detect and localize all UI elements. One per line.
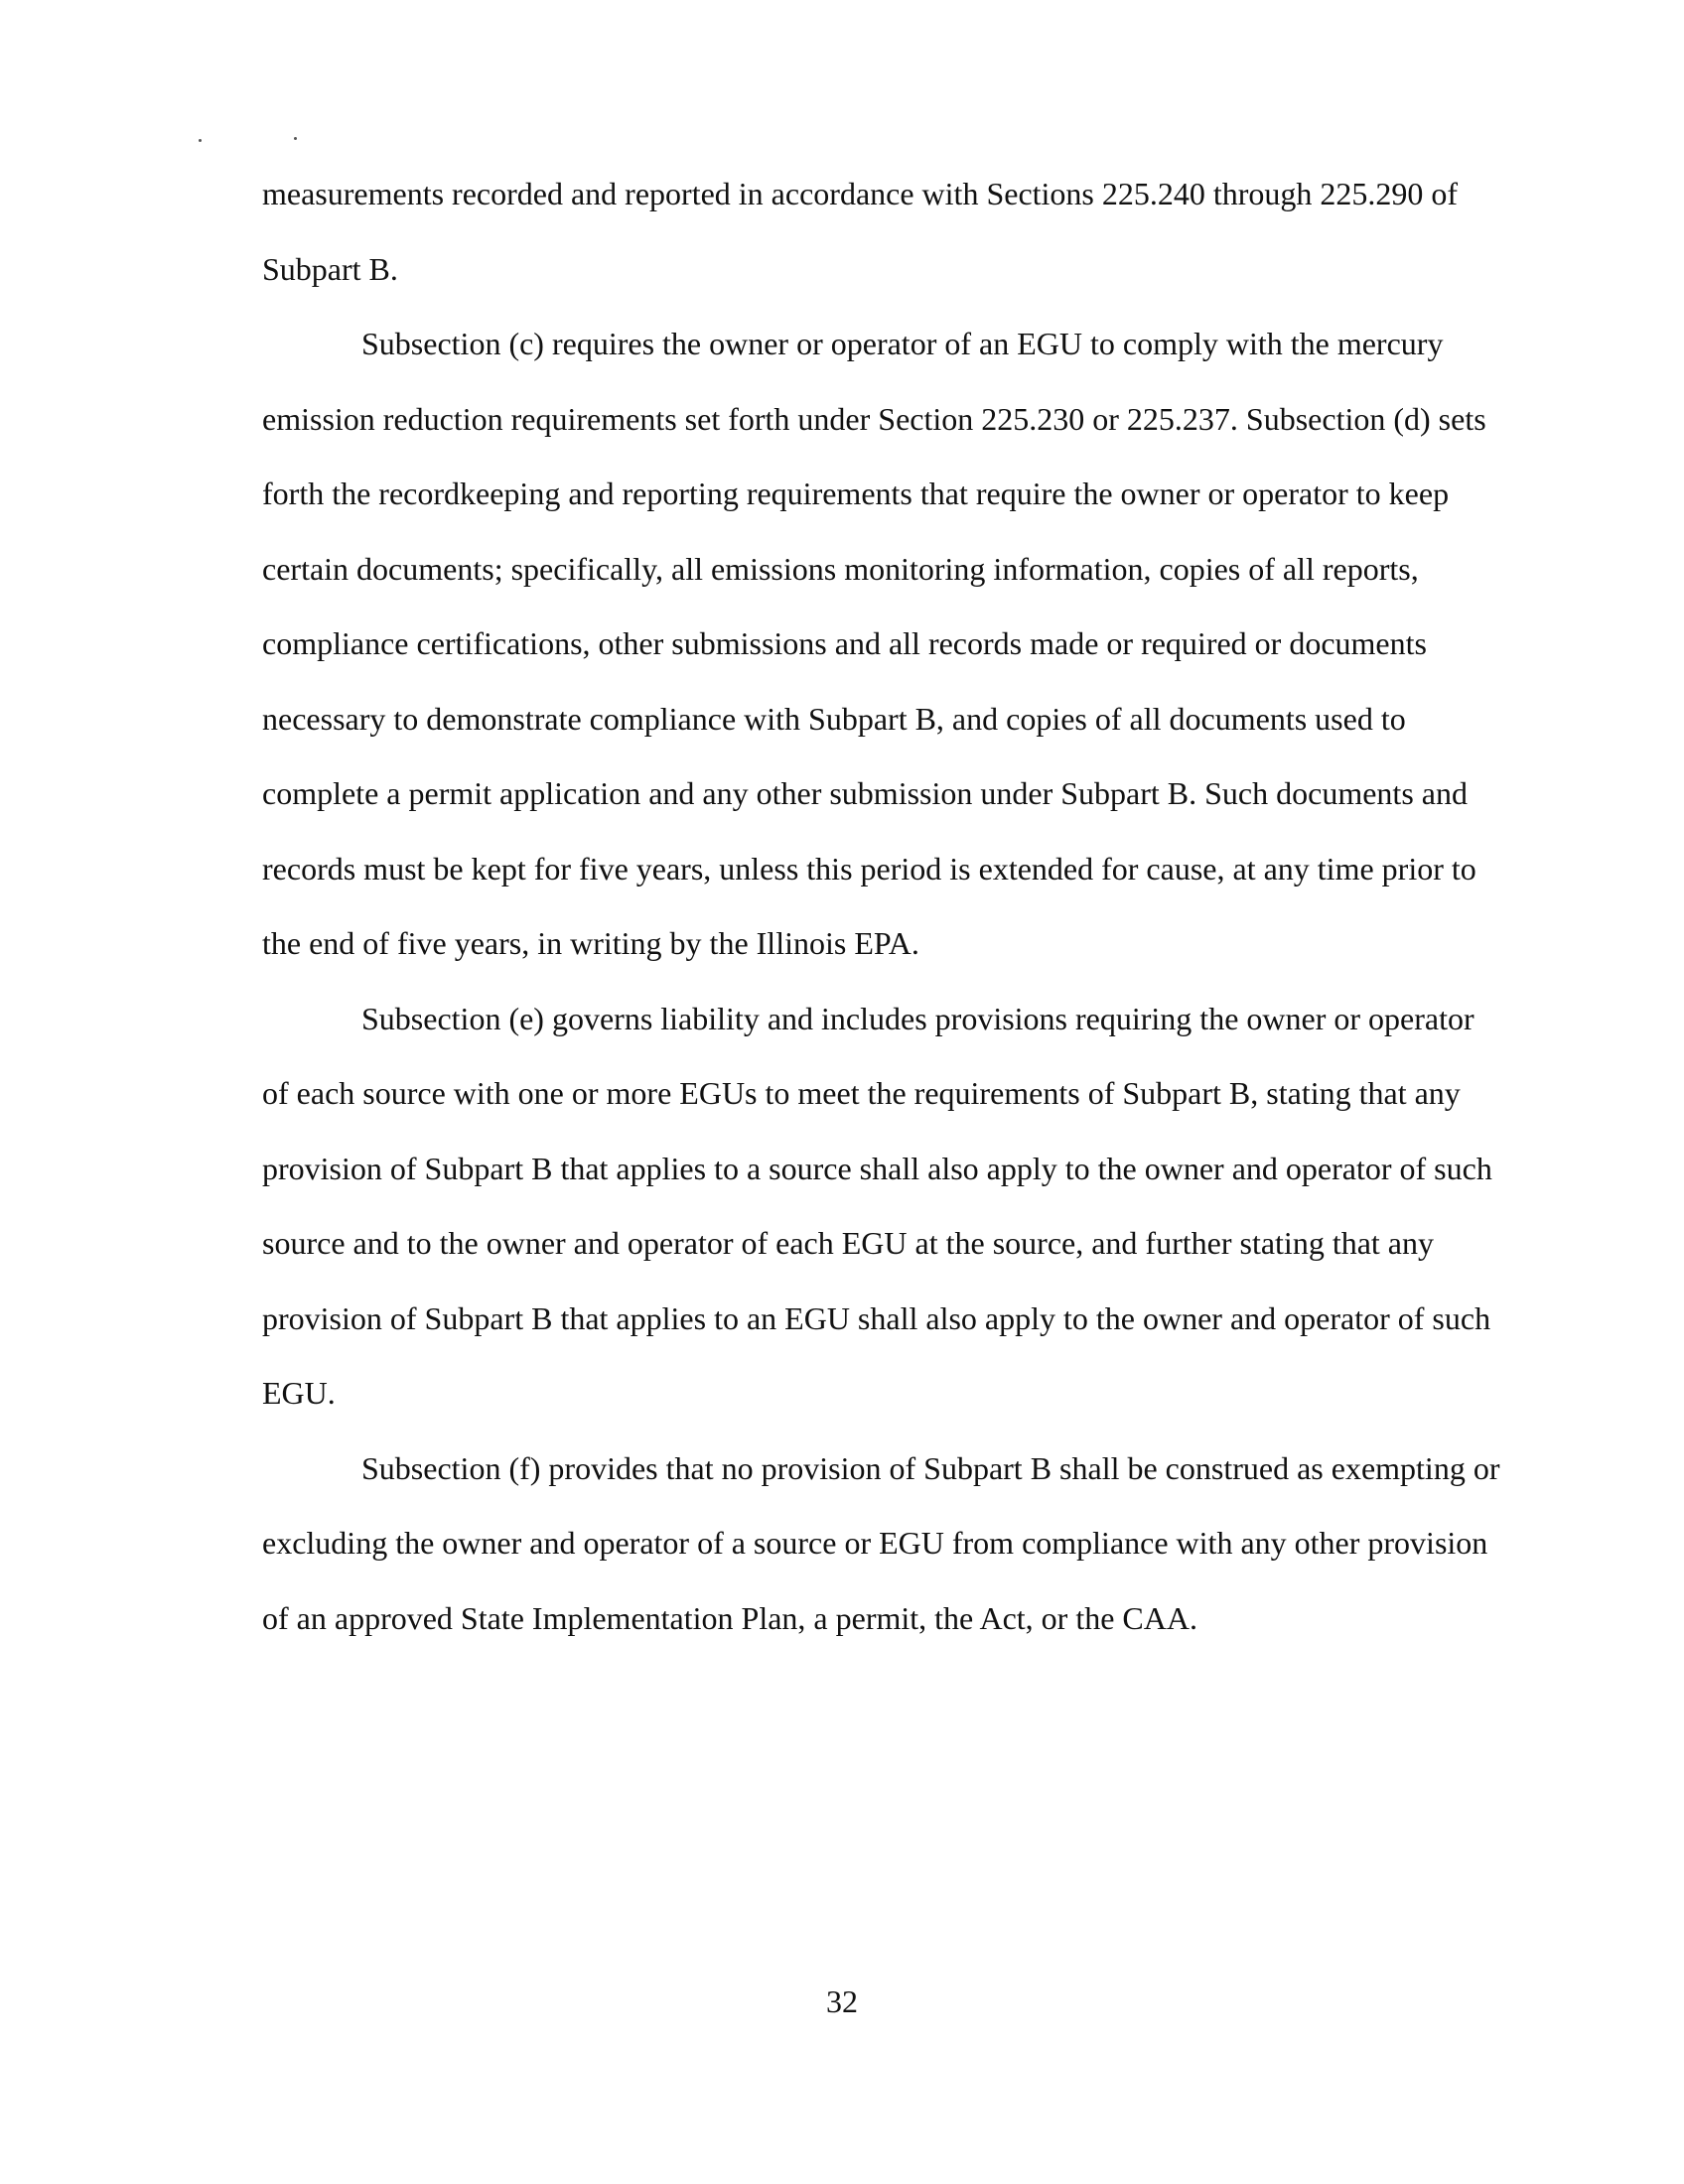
paragraph-subsection-c-d: Subsection (c) requires the owner or operator of an EGU to comply with the mercury emission reduction requirements set forth under Section 225.230 or 225.237. Subsection (d) sets forth the recordkeeping and reporting requirements that require the owner or operator to keep certain documents; specifically, all emissions monitoring information, copies of all reports, compliance certifications, other submissions and all records made or required or documents necessary to demonstrate compliance with Subpart B, and copies of all documents used to complete a permit application and any other submission under Subpart B. Such documents and records must be kept for five years, unless this period is extended for cause, at any time prior to the end of five years, in writing by the Illinois EPA. — [262, 326, 1486, 961]
paragraph-subsection-f: Subsection (f) provides that no provision of Subpart B shall be construed as exempting or excluding the owner and operator of a source or EGU from compliance with any other provision of an approved State Implementation Plan, a permit, the Act, or the CAA. — [262, 1449, 1500, 1636]
page-number: 32 — [826, 1983, 858, 2019]
scan-speck — [294, 137, 297, 140]
document-body — [262, 157, 1503, 1656]
paragraph-continuation: measurements recorded and reported in accordance with Sections 225.240 through 225.290 of Subpart B. — [262, 176, 1459, 287]
scan-speck — [199, 139, 202, 142]
paragraph-subsection-e: Subsection (e) governs liability and includes provisions requiring the owner or operator of each source with one or more EGUs to meet the requirements of Subpart B, stating that any provision of Subpart B that applies to a source shall also apply to the owner and operator of such source and to the owner and operator of each EGU at the source, and further stating that any provision of Subpart B that applies to an EGU shall also apply to the owner and operator of such EGU. — [262, 1000, 1492, 1411]
